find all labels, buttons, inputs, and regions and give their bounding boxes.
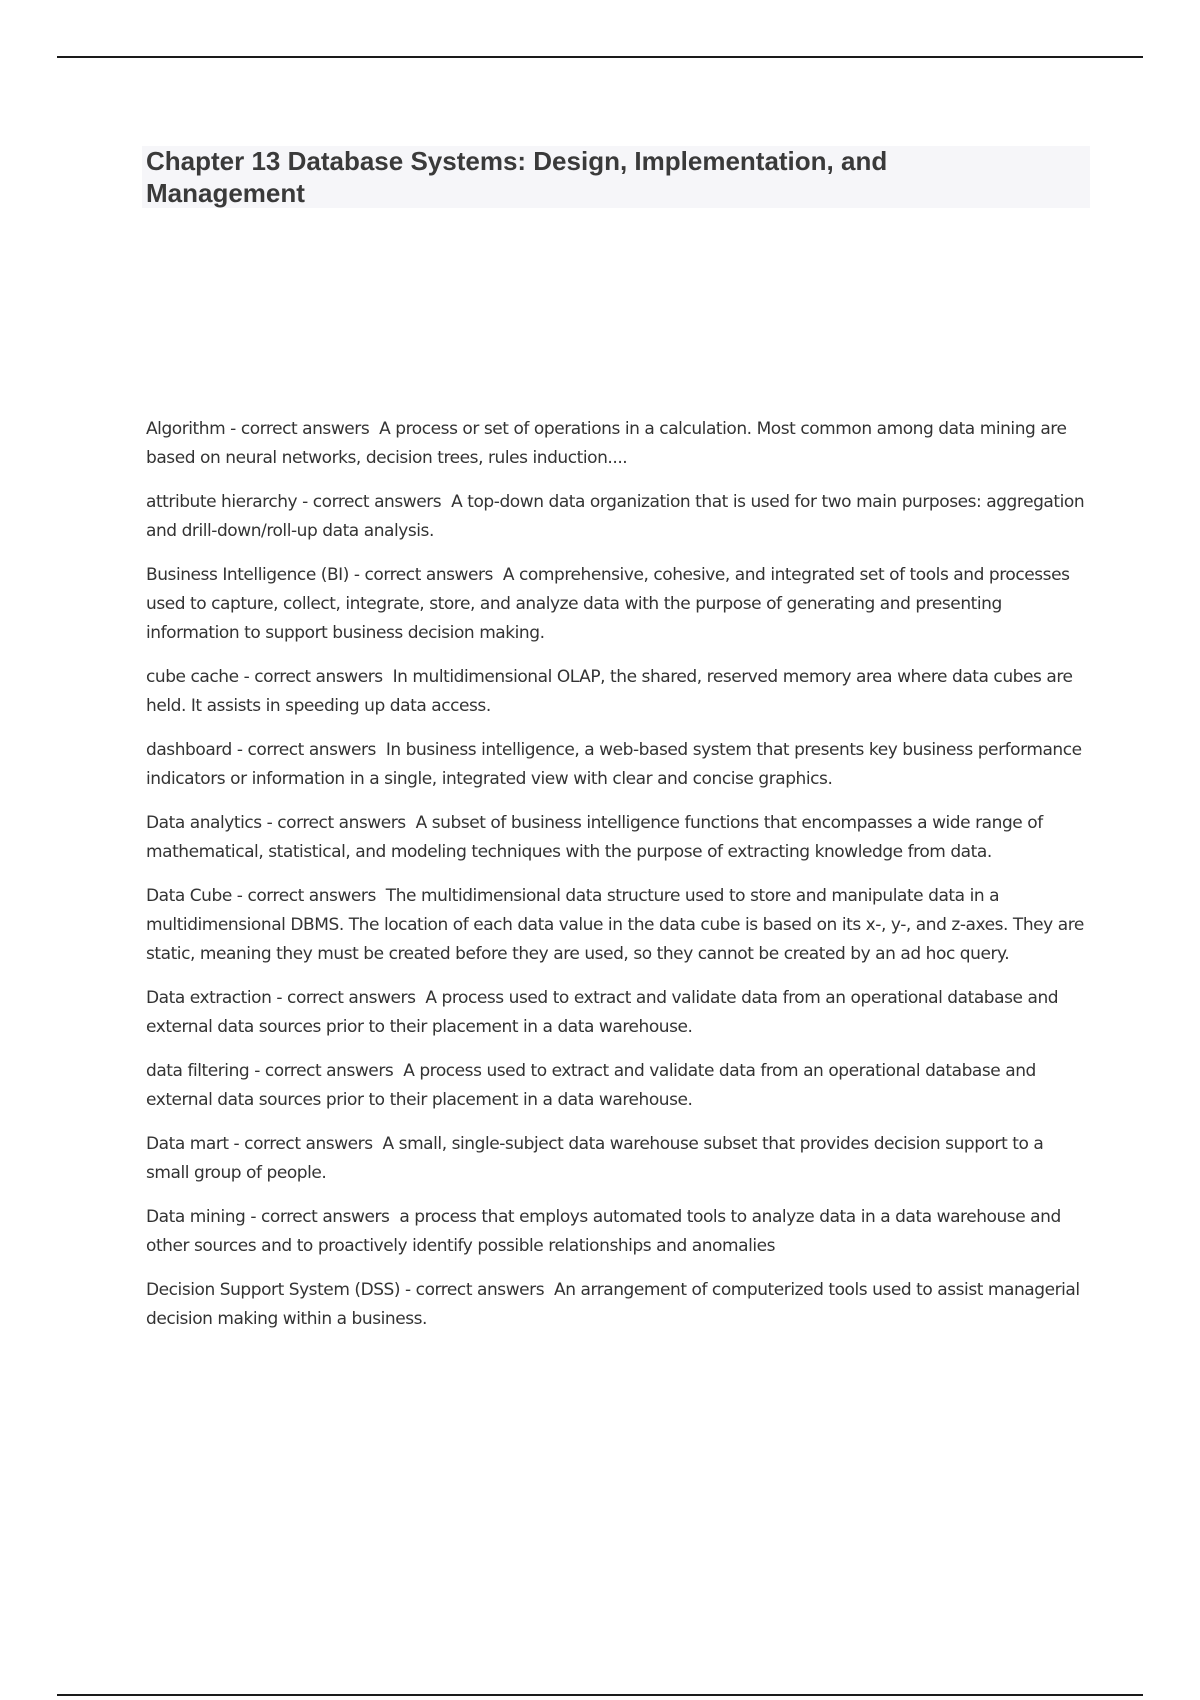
- entry-definition: A top-down data organization that is used for two main purposes: aggregation and drill-down/roll-up data analysis.: [146, 492, 1085, 541]
- entry-term: data filtering: [146, 1061, 250, 1081]
- entry-definition: A comprehensive, cohesive, and integrated set of tools and processes used to capture, collect, integrate, store, and analyze data with the purpose of generating and presenting information to support business decision making.: [146, 565, 1070, 643]
- entry-term: Business Intelligence (BI): [146, 565, 349, 585]
- entry-definition: A process or set of operations in a calculation. Most common among data mining are based on neural networks, decision trees, rules induction....: [146, 419, 1067, 468]
- entry-definition: a process that employs automated tools to analyze data in a data warehouse and other sources and to proactively identify possible relationships and anomalies: [146, 1207, 1061, 1256]
- definition-entry: Algorithm - correct answers A process or set of operations in a calculation. Most common among data mining are based on neural networks, decision trees, rules induction....: [146, 419, 1067, 468]
- entry-answer-marker: correct answers: [240, 419, 370, 439]
- definition-entry: Data mining - correct answers a process that employs automated tools to analyze data in a data warehouse and other sources and to proactively identify possible relationships and anomalies: [146, 1207, 1061, 1256]
- entry-answer-marker: correct answers: [261, 1207, 390, 1227]
- definition-entry: Data extraction - correct answers A process used to extract and validate data from an operational database and external data sources prior to their placement in a data warehouse.: [146, 988, 1059, 1037]
- entry-answer-marker: correct answers: [247, 740, 376, 760]
- entry-term: Data mart: [146, 1134, 229, 1154]
- entry-term: cube cache: [146, 667, 239, 687]
- definition-entry: dashboard - correct answers In business intelligence, a web-based system that presents key business performance indicators or information in a single, integrated view with clear and concise graphics.: [146, 740, 1082, 789]
- definition-entry: cube cache - correct answers In multidimensional OLAP, the shared, reserved memory area where data cubes are held. It assists in speeding up data access.: [146, 667, 1073, 716]
- definition-entry: Decision Support System (DSS) - correct answers An arrangement of computerized tools used to assist managerial decision making within a business.: [146, 1280, 1080, 1329]
- entry-answer-marker: correct answers: [254, 667, 383, 687]
- entry-answer-marker: correct answers: [277, 813, 406, 833]
- definition-list: [146, 415, 1090, 1349]
- entry-definition: In business intelligence, a web-based system that presents key business performance indicators or information in a single, integrated view with clear and concise graphics.: [146, 740, 1082, 789]
- entry-answer-marker: correct answers: [287, 988, 416, 1008]
- entry-definition: A process used to extract and validate data from an operational database and external data sources prior to their placement in a data warehouse.: [146, 988, 1059, 1037]
- entry-term: dashboard: [146, 740, 232, 760]
- page-title: Chapter 13 Database Systems: Design, Implementation, and Management: [146, 146, 888, 208]
- entry-definition: In multidimensional OLAP, the shared, reserved memory area where data cubes are held. It assists in speeding up data access.: [146, 667, 1073, 716]
- entry-definition: A process used to extract and validate data from an operational database and external data sources prior to their placement in a data warehouse.: [146, 1061, 1036, 1110]
- entry-term: Data extraction: [146, 988, 272, 1008]
- definition-entry: Business Intelligence (BI) - correct answers A comprehensive, cohesive, and integrated set of tools and processes used to capture, collect, integrate, store, and analyze data with the purpose of generating and presenting information to support business decision making.: [146, 565, 1070, 643]
- entry-term: Data mining: [146, 1207, 246, 1227]
- top-rule: [57, 56, 1143, 58]
- entry-definition: A small, single-subject data warehouse subset that provides decision support to a small group of people.: [146, 1134, 1044, 1183]
- entry-answer-marker: correct answers: [364, 565, 493, 585]
- bottom-rule: [57, 1694, 1143, 1696]
- entry-answer-marker: correct answers: [247, 886, 376, 906]
- definition-entry: data filtering - correct answers A process used to extract and validate data from an operational database and external data sources prior to their placement in a data warehouse.: [146, 1061, 1036, 1110]
- entry-answer-marker: correct answers: [244, 1134, 373, 1154]
- entry-answer-marker: correct answers: [312, 492, 442, 512]
- entry-definition: An arrangement of computerized tools used to assist managerial decision making within a business.: [146, 1280, 1080, 1329]
- entry-term: attribute hierarchy: [146, 492, 298, 512]
- definition-entry: attribute hierarchy - correct answers A top-down data organization that is used for two main purposes: aggregation and drill-down/roll-up data analysis.: [146, 492, 1085, 541]
- entry-definition: A subset of business intelligence functions that encompasses a wide range of mathematical, statistical, and modeling techniques with the purpose of extracting knowledge from data.: [146, 813, 1043, 862]
- definition-entry: Data mart - correct answers A small, single-subject data warehouse subset that provides decision support to a small group of people.: [146, 1134, 1044, 1183]
- entry-definition: The multidimensional data structure used to store and manipulate data in a multidimensional DBMS. The location of each data value in the data cube is based on its x-, y-, and z-axes. They are static, meaning they must be created before they are used, so they cannot be created by an ad hoc query.: [146, 886, 1084, 964]
- entry-answer-marker: correct answers: [415, 1280, 545, 1300]
- entry-answer-marker: correct answers: [264, 1061, 394, 1081]
- entry-term: Data analytics: [146, 813, 262, 833]
- entry-term: Decision Support System (DSS): [146, 1280, 401, 1300]
- definition-entry: Data Cube - correct answers The multidimensional data structure used to store and manipulate data in a multidimensional DBMS. The location of each data value in the data cube is based on its x-, y-, and z-axes. They are static, meaning they must be created before they are used, so they cannot be created by an ad hoc query.: [146, 886, 1084, 964]
- entry-term: Data Cube: [146, 886, 232, 906]
- entry-term: Algorithm: [146, 419, 226, 439]
- definition-entry: Data analytics - correct answers A subset of business intelligence functions that encompasses a wide range of mathematical, statistical, and modeling techniques with the purpose of extracting knowledge from data.: [146, 813, 1043, 862]
